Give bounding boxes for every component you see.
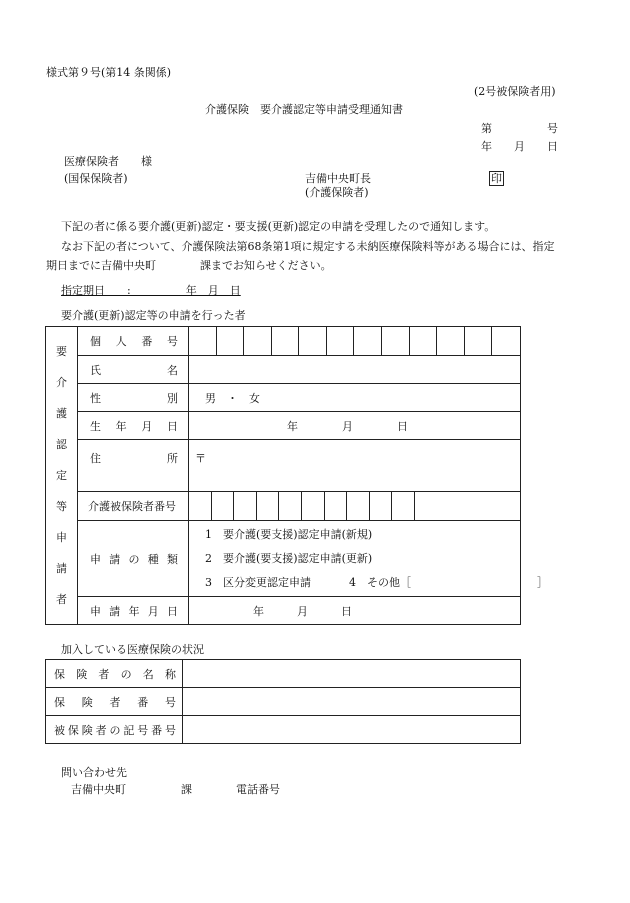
- digit-cell[interactable]: [272, 327, 300, 355]
- row-insured-symbol: [46, 716, 521, 744]
- number-label: 第 号: [481, 122, 558, 135]
- row-insurer-name: [46, 660, 521, 688]
- digit-cell[interactable]: [279, 492, 302, 520]
- sender-name: 吉備中央町長: [305, 172, 371, 185]
- option-new[interactable]: 1 要介護(要支援)認定申請(新規): [205, 527, 373, 541]
- insured-symbol-label: 被保険者の記号番号: [46, 716, 183, 744]
- seal-mark: [489, 172, 504, 186]
- row-address: [46, 440, 521, 492]
- vertical-char: 申: [56, 531, 67, 544]
- notice-paragraph-2a: なお下記の者について、介護保険法第68条第1項に規定する未納医療保険料等がある場合には、指定: [61, 240, 555, 253]
- gender-label: 性別: [78, 384, 189, 412]
- application-date-label: 申請年月日: [78, 597, 189, 625]
- application-type-options: [189, 521, 548, 597]
- birthdate-label: 生年月日: [78, 412, 189, 440]
- contact-line: 吉備中央町 課 電話番号: [71, 783, 280, 796]
- name-field[interactable]: [189, 356, 521, 384]
- recipient-line1: 医療保険者 様: [64, 155, 152, 168]
- birthdate-field[interactable]: 年 月 日: [189, 412, 521, 440]
- digit-cell[interactable]: [392, 492, 415, 520]
- date-label: 年 月 日: [481, 140, 558, 153]
- insurer-name-field[interactable]: [183, 660, 521, 688]
- deadline: 指定期日 : 年 月 日: [61, 284, 241, 297]
- form-number: 様式第９号(第14 条関係): [46, 66, 172, 79]
- insurance-table: [45, 659, 521, 744]
- row-id-number: [46, 327, 521, 356]
- insurance-heading: 加入している医療保険の状況: [61, 643, 204, 656]
- digit-cell[interactable]: [410, 327, 438, 355]
- vertical-char: 請: [56, 562, 67, 575]
- applicant-table: [45, 326, 548, 625]
- digit-cell[interactable]: [327, 327, 355, 355]
- document-title: 介護保険 要介護認定等申請受理通知書: [205, 103, 403, 116]
- option-other[interactable]: 4 その他［: [349, 575, 411, 589]
- option-change[interactable]: 3 区分変更認定申請: [205, 575, 311, 589]
- insured-number-cells: [189, 492, 520, 520]
- digit-cell[interactable]: [257, 492, 280, 520]
- insurer-name-label: 保険者の名称: [46, 660, 183, 688]
- notice-paragraph-1: 下記の者に係る要介護(更新)認定・要支援(更新)認定の申請を受理したので通知します。: [61, 220, 496, 233]
- vertical-char: 定: [56, 469, 67, 482]
- row-application-date: [46, 597, 521, 625]
- vertical-label: [46, 327, 78, 625]
- digit-cell[interactable]: [244, 327, 272, 355]
- digit-cell[interactable]: [234, 492, 257, 520]
- insurer-number-field[interactable]: [183, 688, 521, 716]
- contact-heading: 問い合わせ先: [61, 766, 127, 779]
- digit-cell[interactable]: [299, 327, 327, 355]
- option-line-3: [205, 571, 548, 595]
- address-field[interactable]: 〒: [189, 440, 521, 492]
- vertical-char: 護: [56, 407, 67, 420]
- digit-cell[interactable]: [189, 327, 217, 355]
- digit-cell[interactable]: [437, 327, 465, 355]
- vertical-char: 介: [56, 376, 67, 389]
- vertical-char: 等: [56, 500, 67, 513]
- insured-symbol-field[interactable]: [183, 716, 521, 744]
- digit-cell[interactable]: [370, 492, 393, 520]
- seal-text: 印: [491, 172, 502, 185]
- row-birthdate: [46, 412, 521, 440]
- row-gender: [46, 384, 521, 412]
- gender-field[interactable]: 男 ・ 女: [189, 384, 521, 412]
- digit-cell[interactable]: [492, 327, 520, 355]
- vertical-char: 者: [56, 593, 67, 606]
- digit-cell[interactable]: [302, 492, 325, 520]
- digit-cell[interactable]: [189, 492, 212, 520]
- digit-cell[interactable]: [347, 492, 370, 520]
- insurer-number-label: 保険者番号: [46, 688, 183, 716]
- sender-role: (介護保険者): [305, 186, 369, 199]
- row-application-type: [46, 521, 521, 597]
- row-insured-number: [46, 492, 521, 521]
- applicant-heading: 要介護(更新)認定等の申請を行った者: [61, 309, 246, 322]
- row-name: [46, 356, 521, 384]
- digit-cell[interactable]: [325, 492, 348, 520]
- application-date-field[interactable]: 年 月 日: [189, 597, 521, 625]
- notice-paragraph-2b: 期日までに吉備中央町 課までお知らせください。: [46, 259, 332, 272]
- address-label: 住所: [78, 440, 189, 492]
- vertical-char: 要: [56, 345, 67, 358]
- recipient-line2: (国保保険者): [64, 172, 128, 185]
- digit-cell[interactable]: [212, 492, 235, 520]
- digit-cell[interactable]: [217, 327, 245, 355]
- insured-number-label: 介護被保険者番号: [78, 492, 189, 521]
- id-number-field[interactable]: [189, 327, 521, 356]
- application-type-label: 申請の種類: [78, 521, 189, 597]
- insured-number-field[interactable]: [189, 492, 521, 521]
- option-other-close: ］: [537, 575, 548, 589]
- digit-cell[interactable]: [465, 327, 493, 355]
- id-number-label: 個人番号: [78, 327, 189, 356]
- target-label: (2号被保険者用): [474, 85, 556, 98]
- id-number-cells: [189, 327, 520, 355]
- row-insurer-number: [46, 688, 521, 716]
- digit-cell[interactable]: [382, 327, 410, 355]
- blank-area: [415, 492, 520, 520]
- digit-cell[interactable]: [354, 327, 382, 355]
- name-label: 氏名: [78, 356, 189, 384]
- vertical-char: 認: [56, 438, 67, 451]
- option-renewal[interactable]: 2 要介護(要支援)認定申請(更新): [205, 551, 373, 565]
